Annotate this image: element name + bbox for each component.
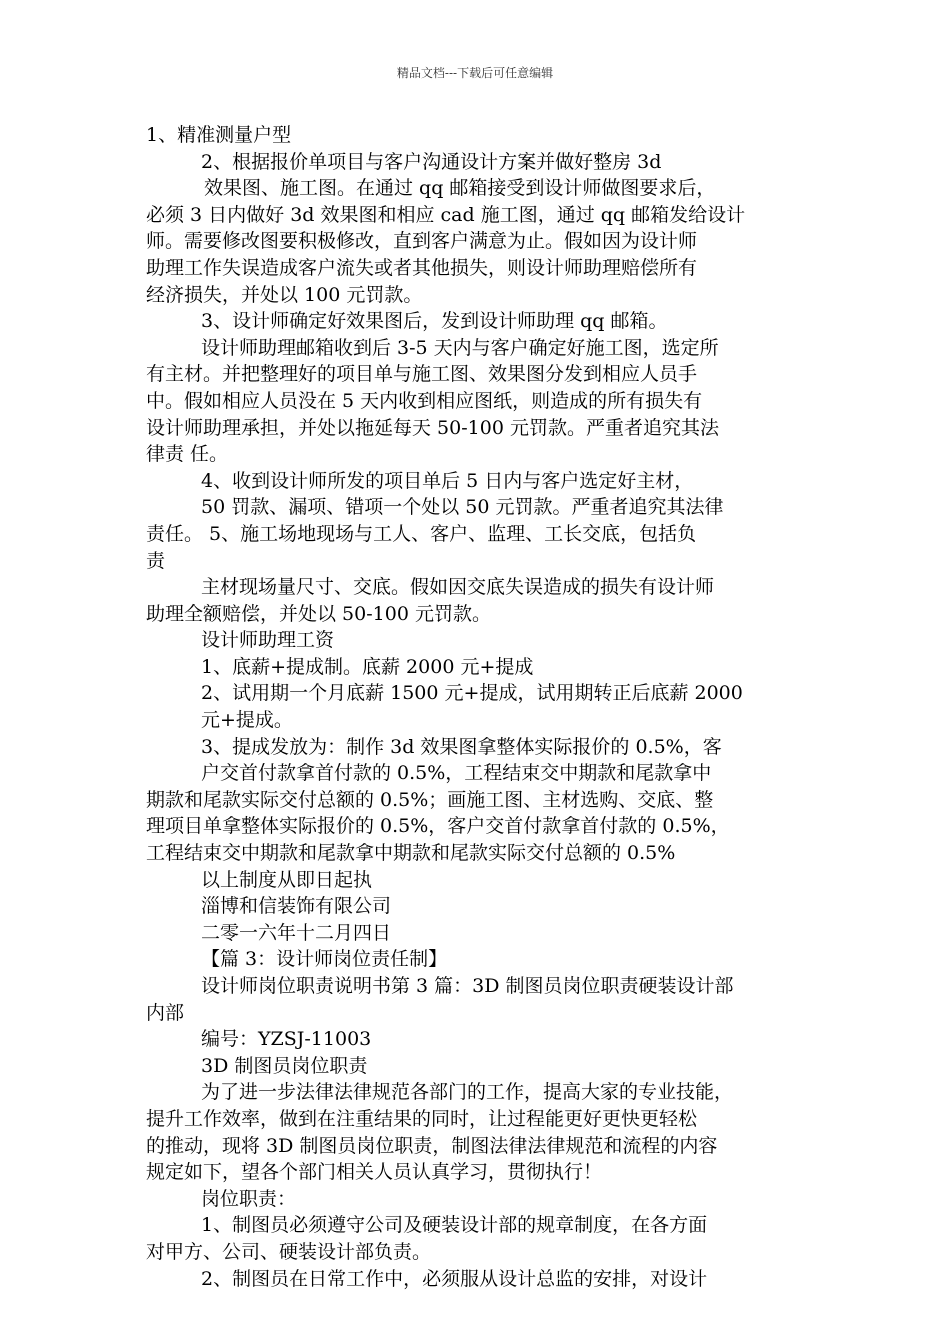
text-line: 助理全额赔偿，并处以 50-100 元罚款。 <box>146 602 491 625</box>
text-line: 规定如下，望各个部门相关人员认真学习，贯彻执行！ <box>146 1161 603 1184</box>
text-line: 1、制图员必须遵守公司及硬装设计部的规章制度，在各方面 <box>201 1214 708 1237</box>
text-line: 2、根据报价单项目与客户沟通设计方案并做好整房 3d <box>201 150 662 173</box>
text-line: 设计师助理工资 <box>201 629 335 652</box>
text-line: 的推动，现将 3D 制图员岗位职责，制图法律法律规范和流程的内容 <box>146 1134 718 1157</box>
text-line: 设计师岗位职责说明书第 3 篇：3D 制图员岗位职责硬装设计部 <box>201 975 734 997</box>
text-line: 责任。 5、施工场地现场与工人、客户、监理、工长交底，包括负 <box>146 522 697 545</box>
text-line: 3、提成发放为：制作 3d 效果图拿整体实际报价的 0.5%，客 <box>201 735 722 758</box>
text-line: 2、试用期一个月底薪 1500 元+提成，试用期转正后底薪 2000 <box>201 682 743 705</box>
text-line: 主材现场量尺寸、交底。假如因交底失误造成的损失有设计师 <box>201 576 715 599</box>
text-line: 助理工作失误造成客户流失或者其他损失，则设计师助理赔偿所有 <box>146 256 698 279</box>
text-line: 4、收到设计师所发的项目单后 5 日内与客户选定好主材， <box>201 469 694 492</box>
text-line: 户交首付款拿首付款的 0.5%，工程结束交中期款和尾款拿中 <box>201 762 712 785</box>
text-line: 【篇 3：设计师岗位责任制】 <box>201 948 448 971</box>
text-line: 责 <box>146 549 166 572</box>
text-line: 淄博和信装饰有限公司 <box>201 895 392 918</box>
text-line: 设计师助理承担，并处以拖延每天 50-100 元罚款。严重者追究其法 <box>146 416 719 439</box>
text-line: 3、设计师确定好效果图后，发到设计师助理 qq 邮箱。 <box>201 310 668 333</box>
text-line: 1、底薪+提成制。底薪 2000 元+提成 <box>201 655 534 678</box>
text-line: 3D 制图员岗位职责 <box>201 1054 368 1077</box>
text-line: 岗位职责： <box>201 1187 297 1210</box>
text-line: 师。需要修改图要积极修改，直到客户满意为止。假如因为设计师 <box>146 230 698 253</box>
page-header: 精品文档---下载后可任意编辑 <box>396 66 554 80</box>
text-line: 理项目单拿整体实际报价的 0.5%，客户交首付款拿首付款的 0.5%， <box>146 815 730 838</box>
text-line: 元+提成。 <box>201 709 293 732</box>
text-line: 效果图、施工图。在通过 qq 邮箱接受到设计师做图要求后， <box>204 177 716 200</box>
text-line: 期款和尾款实际交付总额的 0.5%；画施工图、主材选购、交底、整 <box>146 788 714 811</box>
text-line: 工程结束交中期款和尾款拿中期款和尾款实际交付总额的 0.5% <box>146 842 676 865</box>
text-line: 1、精准测量户型 <box>146 124 292 146</box>
document-body <box>146 122 816 1292</box>
text-line: 设计师助理邮箱收到后 3-5 天内与客户确定好施工图，选定所 <box>201 336 719 359</box>
text-line: 内部 <box>146 1001 185 1024</box>
text-line: 必须 3 日内做好 3d 效果图和相应 cad 施工图，通过 qq 邮箱发给设计 <box>146 203 746 226</box>
text-line: 提升工作效率，做到在注重结果的同时，让过程能更好更快更轻松 <box>146 1107 698 1130</box>
text-line: 2、制图员在日常工作中，必须服从设计总监的安排，对设计 <box>201 1267 708 1290</box>
text-line: 有主材。并把整理好的项目单与施工图、效果图分发到相应人员手 <box>146 363 698 386</box>
text-line: 对甲方、公司、硬装设计部负责。 <box>146 1240 432 1263</box>
text-line: 编号：YZSJ-11003 <box>201 1028 372 1051</box>
text-line: 以上制度从即日起执 <box>201 868 373 891</box>
text-line: 中。假如相应人员没在 5 天内收到相应图纸，则造成的所有损失有 <box>146 389 703 412</box>
text-line: 二零一六年十二月四日 <box>201 921 392 944</box>
text-line: 为了进一步法律法律规范各部门的工作，提高大家的专业技能， <box>201 1081 734 1104</box>
text-line: 律责 任。 <box>146 443 229 466</box>
text-line: 50 罚款、漏项、错项一个处以 50 元罚款。严重者追究其法律 <box>201 496 724 519</box>
text-line: 经济损失，并处以 100 元罚款。 <box>146 283 423 306</box>
